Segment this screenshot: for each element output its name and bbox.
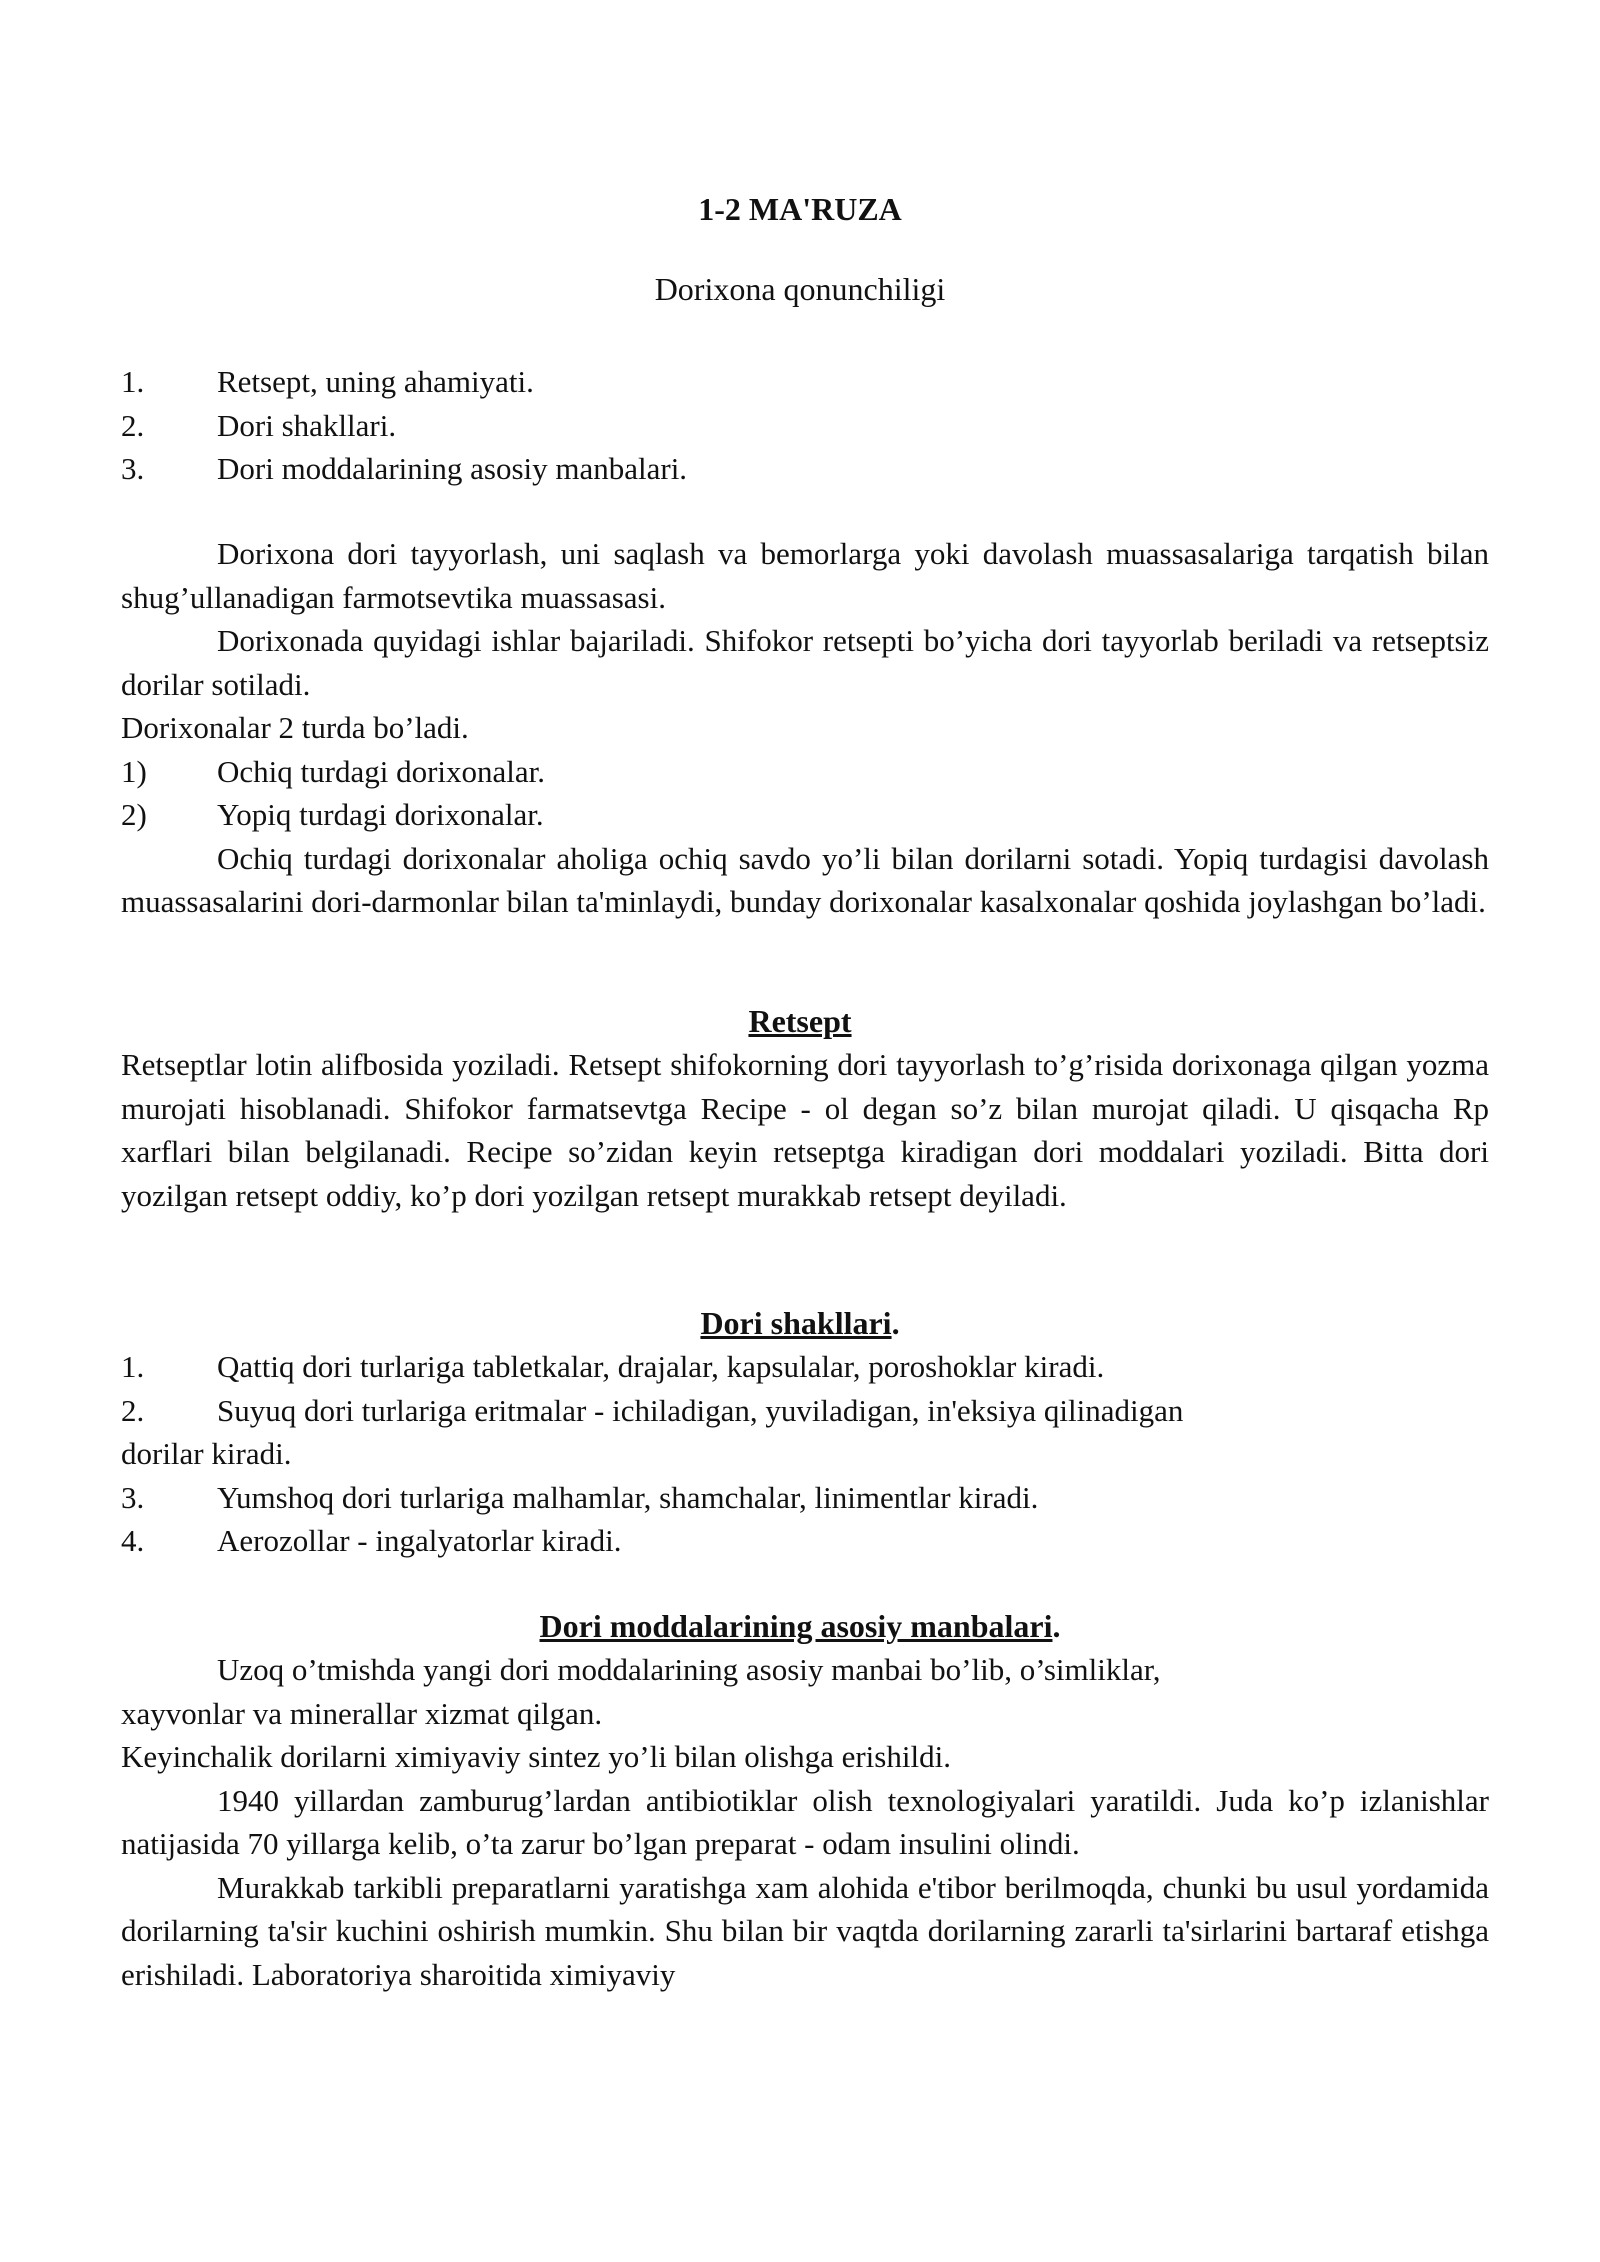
list-number: 2) [121, 797, 147, 832]
outline-item [121, 360, 1489, 404]
retsept-section [121, 1043, 1489, 1217]
list-text: Suyuq dori turlariga eritmalar - ichiladigan, yuviladigan, in'eksiya qilinadigan [217, 1392, 1184, 1428]
shakllar-list [121, 1345, 1489, 1563]
paragraph: Dorixona dori tayyorlash, uni saqlash va bemorlarga yoki davolash muassasalariga tarqatish bilan shug’ullanadigan farmotsevtika muassasasi. [121, 536, 1489, 615]
list-number: 3. [121, 1479, 145, 1515]
outline-text: Dori moddalarining asosiy manbalari. [217, 451, 688, 486]
page-subtitle: Dorixona qonunchiligi [654, 271, 946, 307]
paragraph: Murakkab tarkibli preparatlarni yaratishga xam alohida e'tibor berilmoqda, chunki bu usul yordamida dorilarning ta'sir kuchini oshirish mumkin. Shu bilan bir vaqtda dorilarning zararli ta'sirlarini bartaraf etishga erishiladi. Laboratoriya sharoitida ximiyaviy [121, 1869, 1489, 1992]
heading-text: Dori shakllari [700, 1305, 892, 1341]
heading-suffix: . [1052, 1608, 1061, 1644]
list-item-continuation: dorilar kiradi. [121, 1436, 292, 1471]
list-item [121, 750, 1489, 794]
list-number: 2. [121, 1392, 145, 1428]
outline-item [121, 404, 1489, 448]
list-item [121, 1345, 1489, 1389]
outline-number: 3. [121, 451, 145, 486]
list-number: 4. [121, 1523, 145, 1558]
section-heading-retsept [0, 1000, 1600, 1044]
intro-section [121, 532, 1489, 924]
outline-list [121, 360, 1489, 491]
list-item [121, 1519, 1489, 1563]
paragraph-line: xayvonlar va minerallar xizmat qilgan. [121, 1695, 603, 1731]
list-number: 1. [121, 1349, 145, 1384]
paragraph: Keyinchalik dorilarni ximiyaviy sintez yo’li bilan olishga erishildi. [121, 1739, 951, 1774]
section-heading-manbalar [0, 1605, 1600, 1649]
heading-suffix: . [891, 1305, 900, 1341]
list-text: Ochiq turdagi dorixonalar. [217, 753, 545, 789]
list-item [121, 1389, 1489, 1433]
section-heading-shakllar [0, 1302, 1600, 1346]
list-text: Qattiq dori turlariga tabletkalar, drajalar, kapsulalar, poroshoklar kiradi. [217, 1349, 1105, 1384]
list-text: Aerozollar - ingalyatorlar kiradi. [217, 1523, 622, 1558]
list-number: 1) [121, 753, 147, 789]
outline-number: 2. [121, 407, 145, 443]
paragraph: Retseptlar lotin alifbosida yoziladi. Retsept shifokorning dori tayyorlash to’g’risida dorixonaga qilgan yozma murojati hisoblanadi. Shifokor farmatsevtga Recipe - ol degan so’z bilan murojat qiladi. U qisqacha Rp xarflari bilan belgilanadi. Recipe so’zidan keyin retseptga kiradigan dori moddalari yoziladi. Bitta dori yozilgan retsept oddiy, ko’p dori yozilgan retsept murakkab retsept deyiladi. [121, 1047, 1489, 1213]
paragraph: Ochiq turdagi dorixonalar aholiga ochiq savdo yo’li bilan dorilarni sotadi. Yopiq turdagisi davolash muassasalarini dori-darmonlar bilan ta'minlaydi, bunday dorixonalar kasalxonalar qoshida joylashgan bo’ladi. [121, 840, 1489, 919]
outline-text: Dori shakllari. [217, 407, 397, 443]
heading-text: Retsept [748, 1003, 852, 1039]
page-title: 1-2 MA'RUZA [698, 191, 902, 227]
outline-number: 1. [121, 364, 145, 399]
manbalar-section [121, 1648, 1489, 1996]
list-text: Yumshoq dori turlariga malhamlar, shamchalar, linimentlar kiradi. [217, 1479, 1039, 1515]
paragraph: 1940 yillardan zamburug’lardan antibiotiklar olish texnologiyalari yaratildi. Juda ko’p izlanishlar natijasida 70 yillarga kelib, o’ta zarur bo’lgan preparat - odam insulini olindi. [121, 1782, 1489, 1861]
outline-item [121, 447, 1489, 491]
list-item [121, 1476, 1489, 1520]
paragraph-line: Uzoq o’tmishda yangi dori moddalarining asosiy manbai bo’lib, o’simliklar, [217, 1652, 1161, 1687]
list-text: Yopiq turdagi dorixonalar. [217, 797, 544, 832]
paragraph: Dorixonada quyidagi ishlar bajariladi. Shifokor retsepti bo’yicha dori tayyorlab beriladi va retseptsiz dorilar sotiladi. [121, 623, 1489, 702]
outline-text: Retsept, uning ahamiyati. [217, 364, 534, 399]
heading-text: Dori moddalarining asosiy manbalari [539, 1608, 1053, 1644]
list-item [121, 793, 1489, 837]
paragraph: Dorixonalar 2 turda bo’ladi. [121, 710, 469, 745]
